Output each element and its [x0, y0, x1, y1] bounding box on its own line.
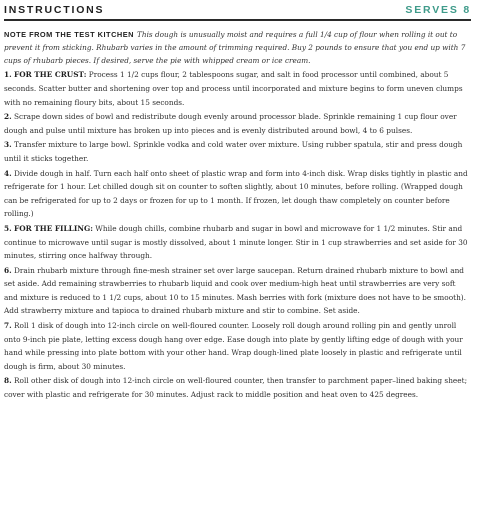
- instructions-title: INSTRUCTIONS: [4, 3, 105, 16]
- step-number: 2.: [4, 112, 12, 122]
- step-text: Drain rhubarb mixture through fine-mesh strainer set over large saucepan. Return drained rhubarb mixture to bowl and set aside. Add remaining strawberries to rhubarb liquid and cook over medium-high heat until strawberries are very soft and mixture is reduced to 1 1/2 cups, about 10 to 15 minutes. Mash berries with fork (mixture does not have to be smooth). Add strawberry mixture and tapioca to drained rhubarb mixture and stir to combine. Set aside.: [4, 265, 466, 316]
- step-heading: FOR THE CRUST:: [14, 70, 87, 80]
- step-8: [4, 374, 471, 401]
- step-number: 3.: [4, 140, 12, 150]
- step-number: 7.: [4, 321, 12, 331]
- steps-list: [4, 68, 471, 401]
- step-number: 5.: [4, 223, 12, 233]
- step-4: [4, 167, 471, 221]
- step-number: 1.: [4, 70, 12, 80]
- step-text: Roll 1 disk of dough into 12-inch circle on well-floured counter. Loosely roll dough around rolling pin and gently unroll onto 9-inch pie plate, letting excess dough hang over edge. Ease dough into plate by gently lifting edge of dough with your hand while pressing into plate bottom with your other hand. Wrap dough-lined plate loosely in plastic and refrigerate until dough is firm, about 30 minutes.: [4, 321, 463, 371]
- step-text: While dough chills, combine rhubarb and sugar in bowl and microwave for 1 1/2 minutes. Stir and continue to microwave until sugar is mostly dissolved, about 1 minute longer. Stir in 1 cup strawberries and set aside for 30 minutes, stirring once halfway through.: [4, 223, 468, 261]
- step-2: [4, 110, 471, 137]
- step-number: 6.: [4, 265, 12, 275]
- note-text: This dough is unusually moist and requires a full 1/4 cup of flour when rolling it out to prevent it from sticking. Rhubarb varies in the amount of trimming required. Buy 2 pounds to ensure that you end up with 7 cups of rhubarb pieces. If desired, serve the pie with whipped cream or ice cream.: [4, 30, 466, 65]
- step-heading: FOR THE FILLING:: [14, 223, 93, 233]
- note-label: NOTE FROM THE TEST KITCHEN: [4, 30, 135, 39]
- step-text: Divide dough in half. Turn each half onto sheet of plastic wrap and form into 4-inch disk. Wrap disks tightly in plastic and refrigerate for 1 hour. Let chilled dough sit on counter to soften slightly, about 10 minutes, before rolling. (Wrapped dough can be refrigerated for up to 2 days or frozen for up to 1 month. If frozen, let dough thaw completely on counter before rolling.): [4, 168, 468, 219]
- step-text: Process 1 1/2 cups flour, 2 tablespoons sugar, and salt in food processor until combined, about 5 seconds. Scatter butter and shortening over top and process until incorporated and mixture begins to form uneven clumps with no remaining floury bits, about 15 seconds.: [4, 70, 463, 107]
- instructions-header: [4, 0, 471, 21]
- step-number: 4.: [4, 168, 12, 178]
- step-6: [4, 264, 471, 318]
- step-3: [4, 138, 471, 165]
- serves-count: SERVES 8: [405, 3, 471, 16]
- test-kitchen-note: [4, 29, 471, 67]
- step-text: Transfer mixture to large bowl. Sprinkle vodka and cold water over mixture. Using rubber spatula, stir and press dough until it sticks together.: [4, 140, 463, 163]
- step-text: Scrape down sides of bowl and redistribute dough evenly around processor blade. Sprinkle remaining 1 cup flour over dough and pulse until mixture has broken up into pieces and is evenly distributed around bowl, 4 to 6 pulses.: [4, 112, 457, 135]
- step-1: [4, 68, 471, 109]
- step-5: [4, 222, 471, 263]
- step-text: Roll other disk of dough into 12-inch circle on well-floured counter, then transfer to parchment paper–lined baking sheet; cover with plastic and refrigerate for 30 minutes. Adjust rack to middle position and heat oven to 425 degrees.: [4, 376, 468, 400]
- step-7: [4, 319, 471, 373]
- step-number: 8.: [4, 376, 12, 386]
